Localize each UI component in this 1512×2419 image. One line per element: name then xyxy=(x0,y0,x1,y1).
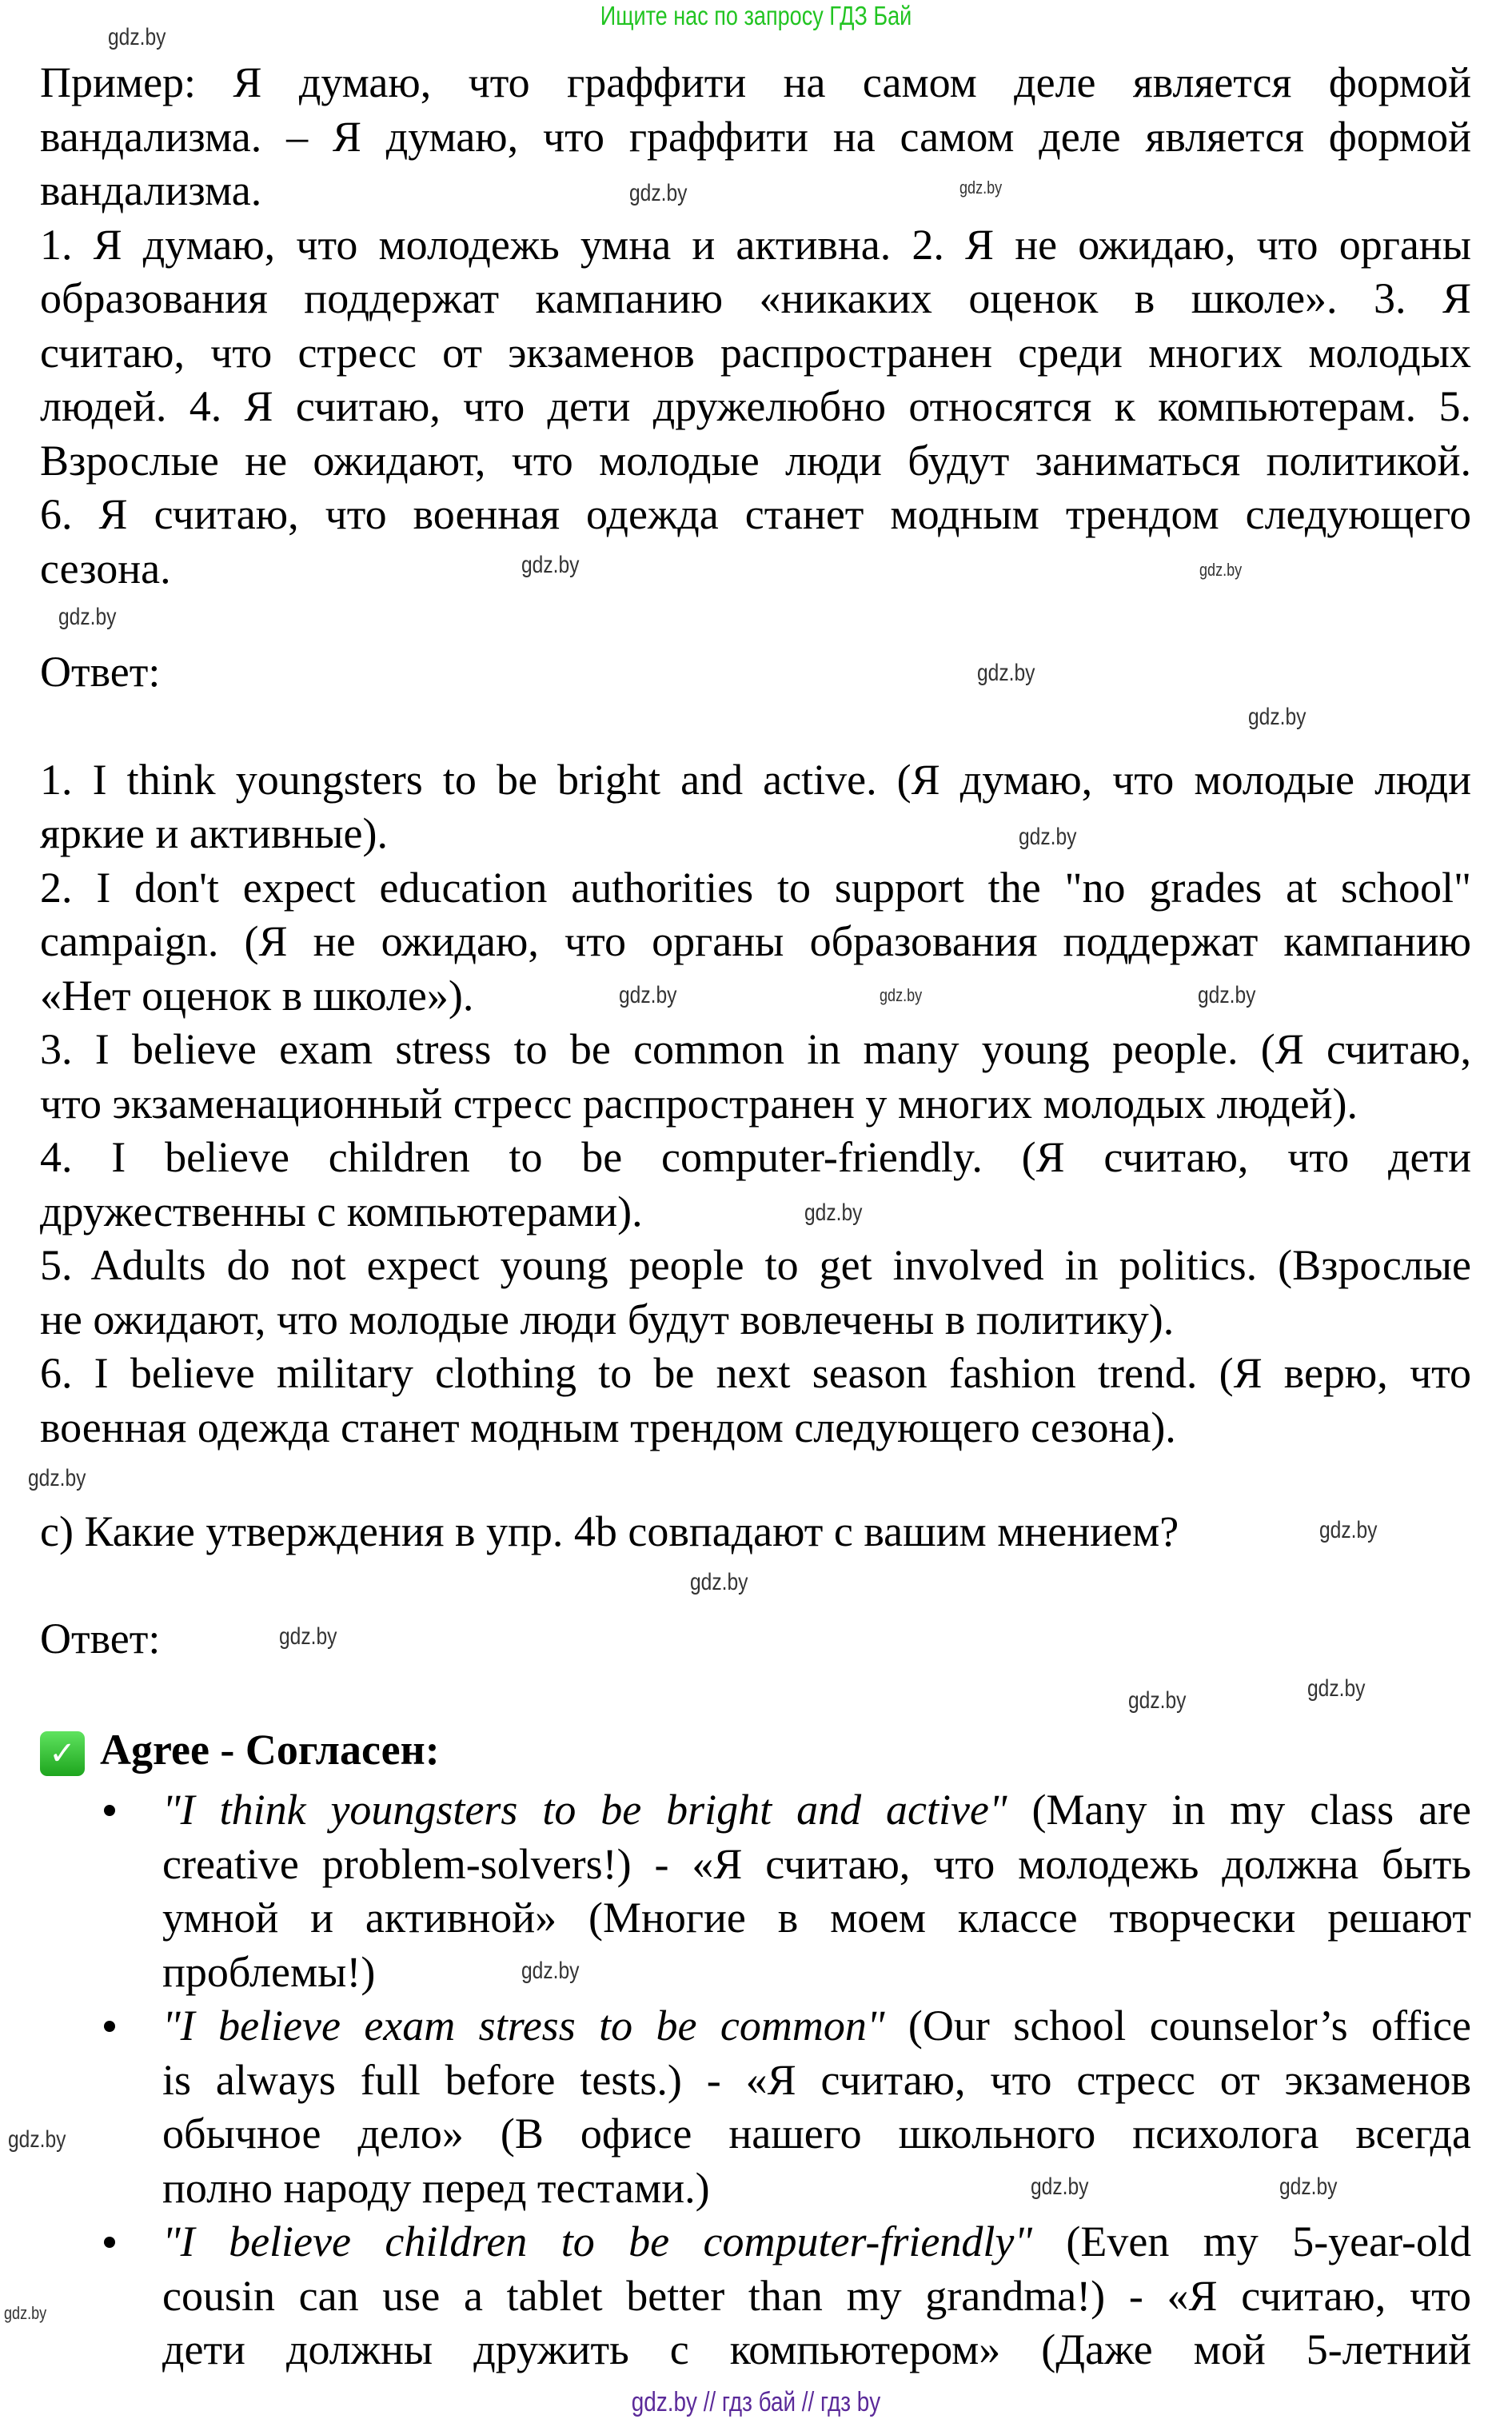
watermark: gdz.by xyxy=(1319,1517,1378,1543)
watermark: gdz.by xyxy=(28,1465,86,1491)
text-line: яркие и активные). xyxy=(40,809,388,857)
text-line xyxy=(162,1783,1471,1838)
text-line: campaign. (Я не ожидаю, что органы образования поддержат кампанию xyxy=(40,917,1471,965)
text-line: военная одежда станет модным трендом следующего сезона). xyxy=(40,1403,1176,1451)
list-item xyxy=(40,1999,1471,2215)
answer-label-2: Ответ: xyxy=(40,1614,161,1663)
list-item xyxy=(40,2215,1471,2377)
text-line: вандализма. xyxy=(40,166,262,214)
site-banner: Ищите нас по запросу ГДЗ Бай xyxy=(600,1,912,30)
text-line: 5. Adults do not expect young people to get involved in politics. (Взрослые xyxy=(40,1241,1471,1289)
watermark: gdz.by xyxy=(1307,1675,1366,1702)
text-line: вандализма. – Я думаю, что граффити на самом деле является формой xyxy=(40,112,1471,161)
list-item xyxy=(40,1783,1471,1999)
text-line: сезона. xyxy=(40,544,171,593)
text-line: 1. Я думаю, что молодежь умна и активна. 2. Я не ожидаю, что органы xyxy=(40,220,1471,269)
comment-text: (Many in my class are xyxy=(1007,1786,1471,1834)
text-line: is always full before tests.) - «Я считаю, что стресс от экзаменов xyxy=(162,2055,1471,2104)
text-line: полно народу перед тестами.) xyxy=(162,2163,710,2212)
comment-text: (Even my 5-year-old xyxy=(1032,2217,1471,2265)
watermark: gdz.by xyxy=(804,1200,863,1226)
quote-text: "I think youngsters to be bright and active" xyxy=(162,1786,1007,1834)
example-paragraph xyxy=(40,56,1471,218)
watermark: gdz.by xyxy=(1279,2174,1338,2200)
document-body xyxy=(40,56,1471,2377)
answers-paragraph xyxy=(40,753,1471,1455)
watermark: gdz.by xyxy=(4,2303,47,2323)
text-line: обычное дело» (В офисе нашего школьного психолога всегда xyxy=(162,2110,1471,2158)
text-line: умной и активной» (Многие в моем классе творчески решают xyxy=(162,1894,1471,1942)
text-line: дети должны дружить с компьютером» (Даже мой 5-летний xyxy=(162,2325,1471,2373)
quote-text: "I believe exam stress to be common" xyxy=(162,2002,885,2050)
watermark: gdz.by xyxy=(1248,704,1307,730)
text-line xyxy=(162,2215,1471,2269)
watermark: gdz.by xyxy=(8,2126,66,2153)
watermark: gdz.by xyxy=(629,180,688,206)
text-line: creative problem-solvers!) - «Я считаю, что молодежь должна быть xyxy=(162,1839,1471,1888)
text-line: 1. I think youngsters to be bright and active. (Я думаю, что молодые люди xyxy=(40,755,1471,804)
text-line: не ожидают, что молодые люди будут вовлечены в политику). xyxy=(40,1295,1175,1343)
watermark: gdz.by xyxy=(1198,982,1256,1008)
watermark: gdz.by xyxy=(58,604,117,630)
agree-heading-text: Agree - Согласен: xyxy=(100,1726,440,1774)
watermark: gdz.by xyxy=(279,1623,337,1650)
watermark: gdz.by xyxy=(1199,560,1243,580)
text-line: 3. I believe exam stress to be common in many young people. (Я считаю, xyxy=(40,1025,1471,1073)
comment-text: (Our school counselor’s office xyxy=(884,2002,1471,2050)
bullet-icon xyxy=(104,1805,115,1816)
answer-label: Ответ: xyxy=(40,648,161,696)
text-line: дружественны с компьютерами). xyxy=(40,1187,643,1235)
watermark: gdz.by xyxy=(1031,2174,1089,2200)
text-line: проблемы!) xyxy=(162,1947,376,1996)
watermark: gdz.by xyxy=(521,1958,580,1984)
watermark: gdz.by xyxy=(108,24,166,50)
text-line xyxy=(162,1999,1471,2054)
agree-list xyxy=(40,1783,1471,2377)
check-icon: ✓ xyxy=(40,1731,85,1776)
text-line: 6. Я считаю, что военная одежда станет модным трендом следующего xyxy=(40,490,1471,538)
watermark: gdz.by xyxy=(521,552,580,578)
watermark: gdz.by xyxy=(690,1569,748,1595)
watermark: gdz.by xyxy=(977,660,1035,686)
watermark: gdz.by xyxy=(619,982,677,1008)
text-line: 2. I don't expect education authorities to support the "no grades at school" xyxy=(40,863,1471,912)
text-line: 6. I believe military clothing to be next season fashion trend. (Я верю, что xyxy=(40,1349,1471,1397)
bullet-icon xyxy=(104,2021,115,2032)
text-line: считаю, что стресс от экзаменов распространен среди многих молодых xyxy=(40,328,1471,377)
text-line: cousin can use a tablet better than my grandma!) - «Я считаю, что xyxy=(162,2271,1471,2320)
statements-paragraph xyxy=(40,218,1471,597)
text-line: людей. 4. Я считаю, что дети дружелюбно относятся к компьютерам. 5. xyxy=(40,382,1471,430)
watermark: gdz.by xyxy=(959,178,1003,198)
text-line: 4. I believe children to be computer-friendly. (Я считаю, что дети xyxy=(40,1133,1471,1181)
question-c: c) Какие утверждения в упр. 4b совпадают с вашим мнением? xyxy=(40,1507,1179,1555)
watermark: gdz.by xyxy=(1128,1687,1187,1714)
text-line: Взрослые не ожидают, что молодые люди будут заниматься политикой. xyxy=(40,436,1471,485)
text-line: образования поддержат кампанию «никаких оценок в школе». 3. Я xyxy=(40,274,1471,322)
footer-links: gdz.by // гдз бай // гдз by xyxy=(631,2387,881,2417)
quote-text: "I believe children to be computer-friendly" xyxy=(162,2217,1033,2265)
watermark: gdz.by xyxy=(880,985,923,1005)
agree-heading xyxy=(40,1723,1471,1778)
text-line: «Нет оценок в школе»). xyxy=(40,971,474,1020)
text-line: Пример: Я думаю, что граффити на самом деле является формой xyxy=(40,58,1471,106)
watermark: gdz.by xyxy=(1019,824,1077,850)
bullet-icon xyxy=(104,2237,115,2248)
text-line: что экзаменационный стресс распространен у многих молодых людей). xyxy=(40,1079,1358,1128)
